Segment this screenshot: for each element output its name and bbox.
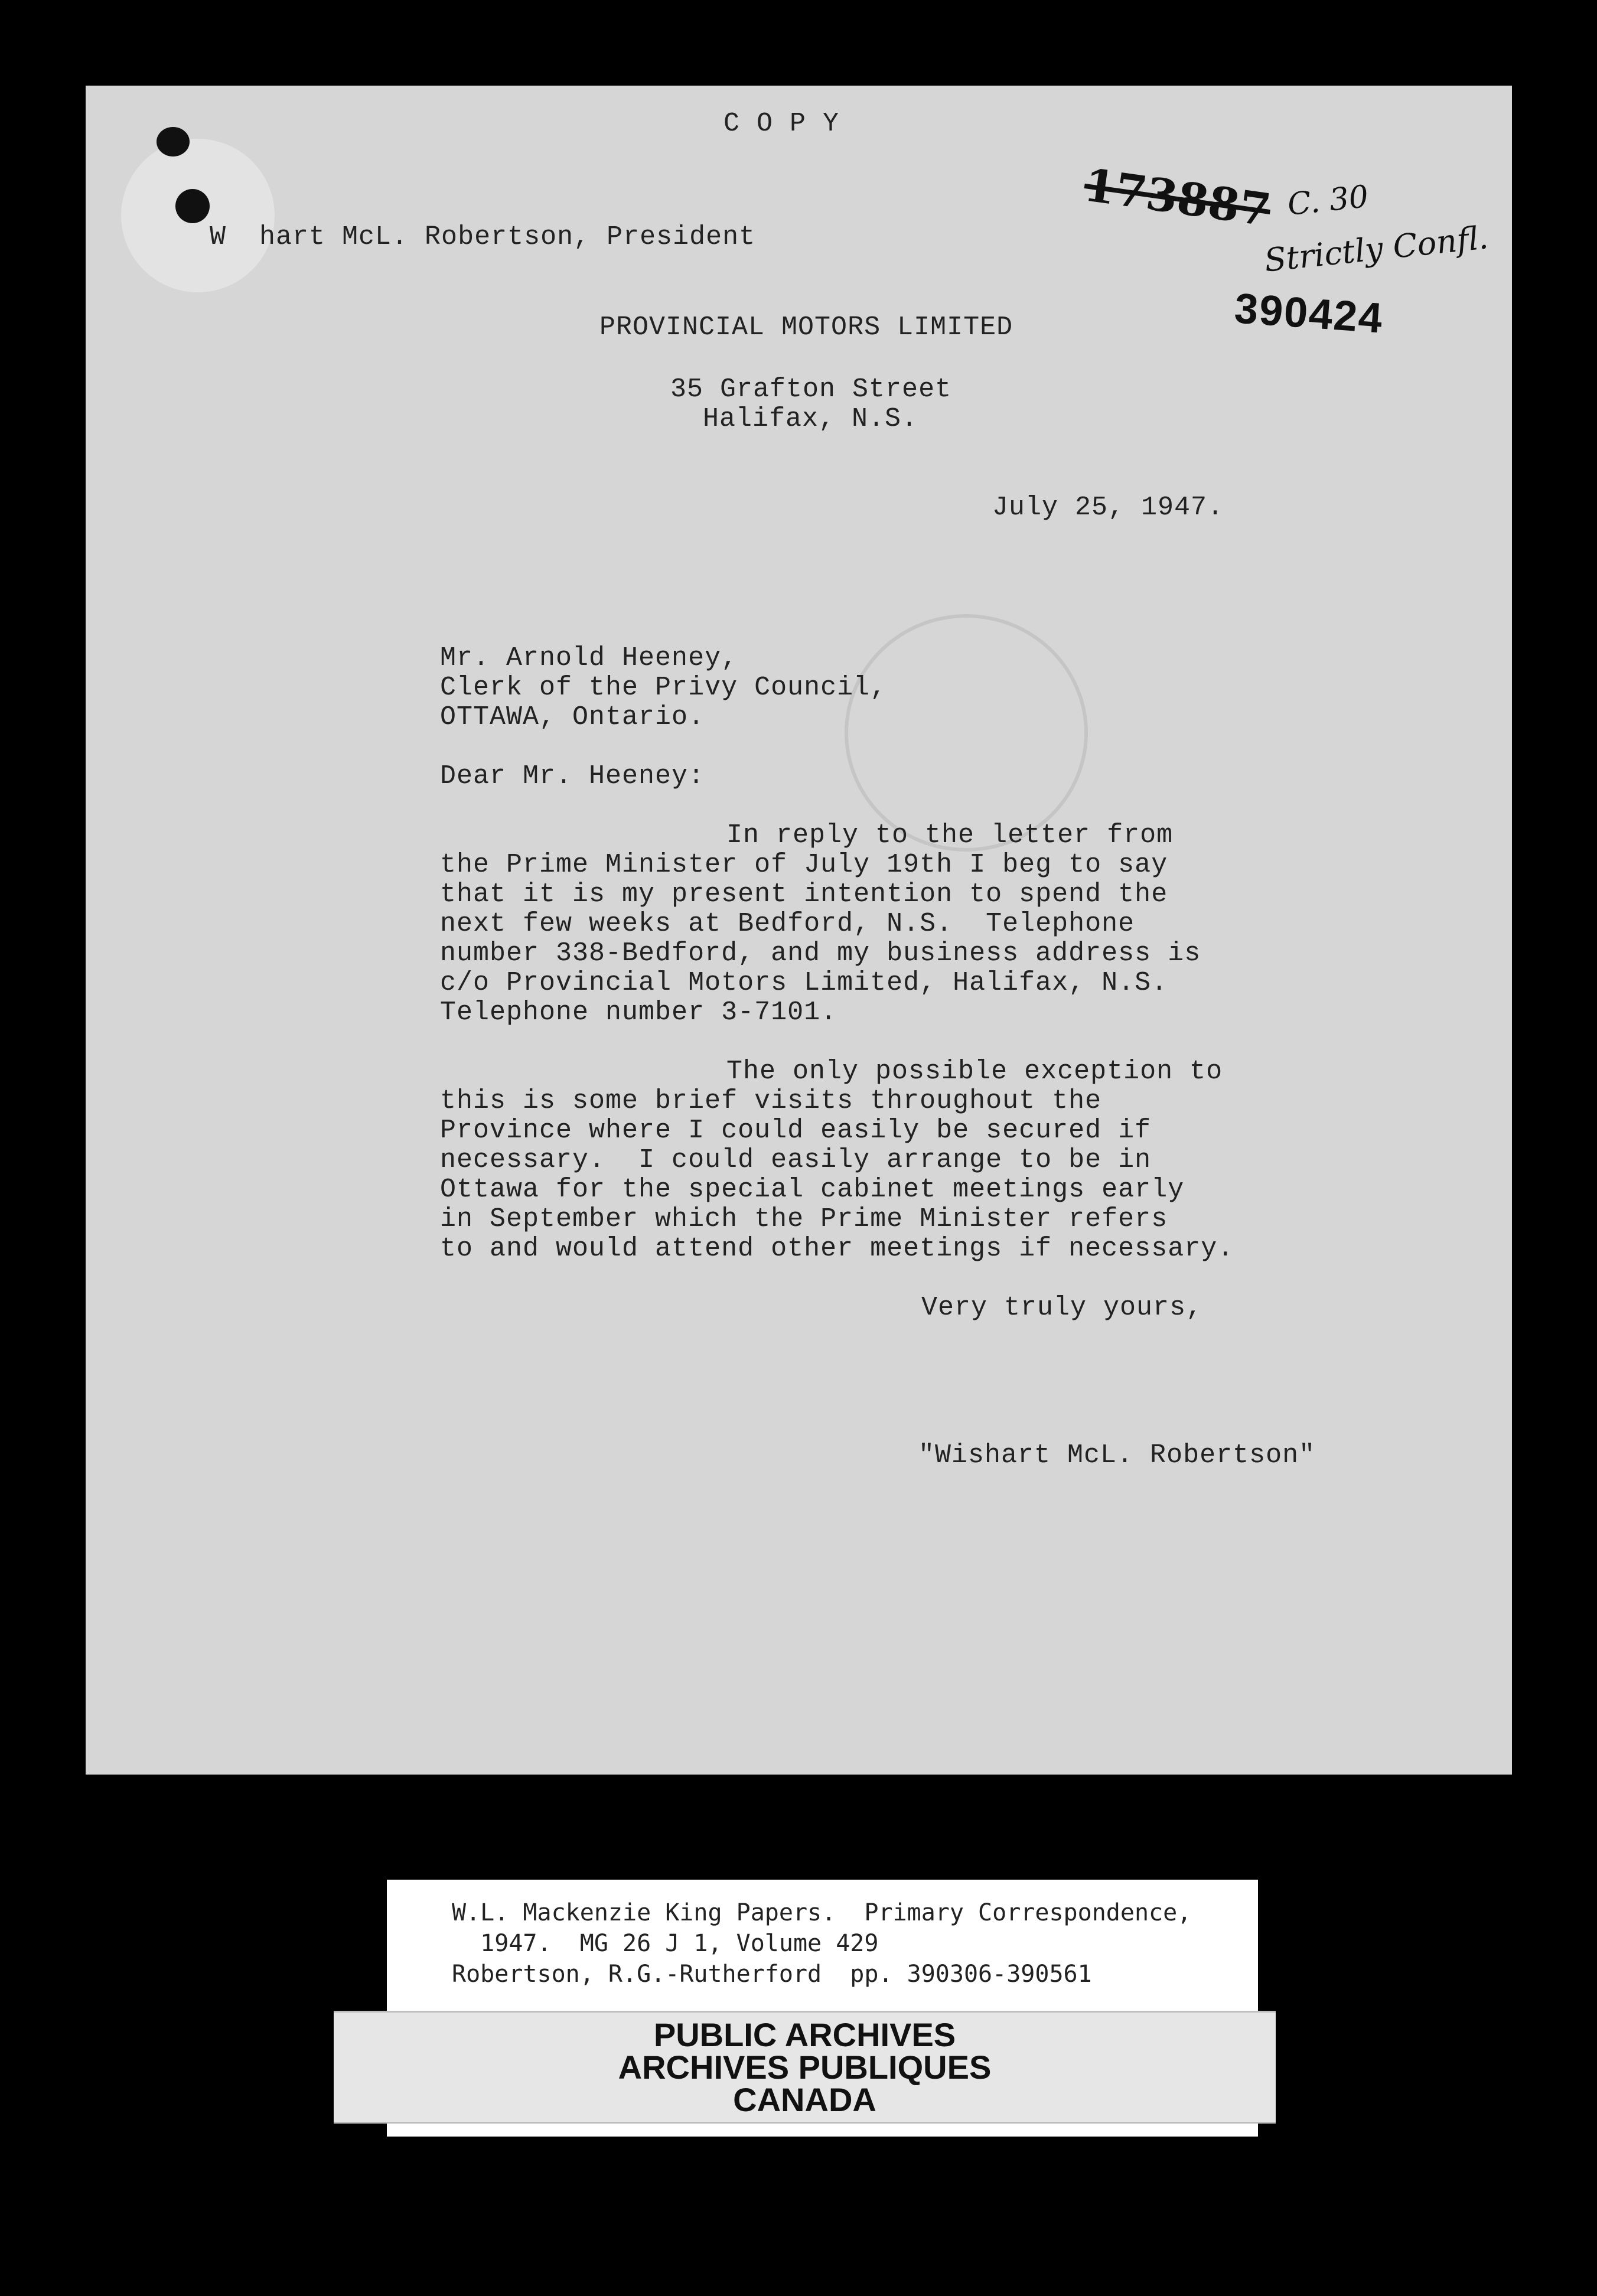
recipient-name: Mr. Arnold Heeney, xyxy=(440,643,738,673)
address-street: 35 Grafton Street xyxy=(670,374,952,405)
salutation: Dear Mr. Heeney: xyxy=(440,761,705,791)
closing: Very truly yours, xyxy=(921,1293,1203,1323)
paragraph-1-line: next few weeks at Bedford, N.S. Telephone xyxy=(440,909,1135,939)
paragraph-1-line: c/o Provincial Motors Limited, Halifax, N.S. xyxy=(440,968,1168,998)
address-city: Halifax, N.S. xyxy=(703,404,918,434)
file-code-note: C. 30 xyxy=(1286,178,1370,223)
confidential-note: Strictly Confl. xyxy=(1262,218,1490,279)
country: CANADA xyxy=(733,2081,876,2118)
paragraph-2-line: Ottawa for the special cabinet meetings early xyxy=(440,1175,1185,1205)
label-line-collection: W.L. Mackenzie King Papers. Primary Correspondence, xyxy=(452,1899,1192,1926)
paragraph-1-line: the Prime Minister of July 19th I beg to say xyxy=(440,850,1168,880)
page-number-stamp: 390424 xyxy=(1233,285,1385,343)
recipient-city: OTTAWA, Ontario. xyxy=(440,702,705,732)
punch-hole-top xyxy=(157,127,190,156)
punch-hole xyxy=(175,189,210,223)
paragraph-1-line: that it is my present intention to spend the xyxy=(440,879,1168,909)
recipient-title: Clerk of the Privy Council, xyxy=(440,673,887,703)
struck-file-number: 173887 xyxy=(1081,158,1274,237)
copy-mark: C O P Y xyxy=(723,109,840,139)
paragraph-2-line: to and would attend other meetings if necessary. xyxy=(440,1234,1234,1264)
public-archives-fr: ARCHIVES PUBLIQUES xyxy=(618,2049,992,2086)
paragraph-2-line: Province where I could easily be secured if xyxy=(440,1116,1152,1146)
paragraph-2-line: necessary. I could easily arrange to be in xyxy=(440,1145,1152,1175)
company-name: PROVINCIAL MOTORS LIMITED xyxy=(599,312,1013,343)
received-stamp-faint xyxy=(845,614,1088,852)
letter-date: July 25, 1947. xyxy=(992,493,1224,523)
letterhead-name: W hart McL. Robertson, President xyxy=(210,222,756,252)
label-line-file: Robertson, R.G.-Rutherford pp. 390306-390561 xyxy=(452,1961,1092,1988)
paragraph-1-line: In reply to the letter from xyxy=(726,820,1174,850)
paragraph-2-line: in September which the Prime Minister refers xyxy=(440,1204,1168,1234)
signature: "Wishart McL. Robertson" xyxy=(918,1440,1316,1470)
letter-page xyxy=(86,86,1512,1775)
paragraph-1-line: Telephone number 3-7101. xyxy=(440,997,837,1028)
paragraph-2-line: The only possible exception to xyxy=(726,1056,1223,1087)
public-archives-en: PUBLIC ARCHIVES xyxy=(653,2016,956,2053)
label-line-volume: 1947. MG 26 J 1, Volume 429 xyxy=(452,1930,879,1957)
paragraph-2-line: this is some brief visits throughout the xyxy=(440,1086,1102,1116)
archives-canada-stamp xyxy=(334,2011,1276,2124)
paragraph-1-line: number 338-Bedford, and my business address is xyxy=(440,938,1201,968)
